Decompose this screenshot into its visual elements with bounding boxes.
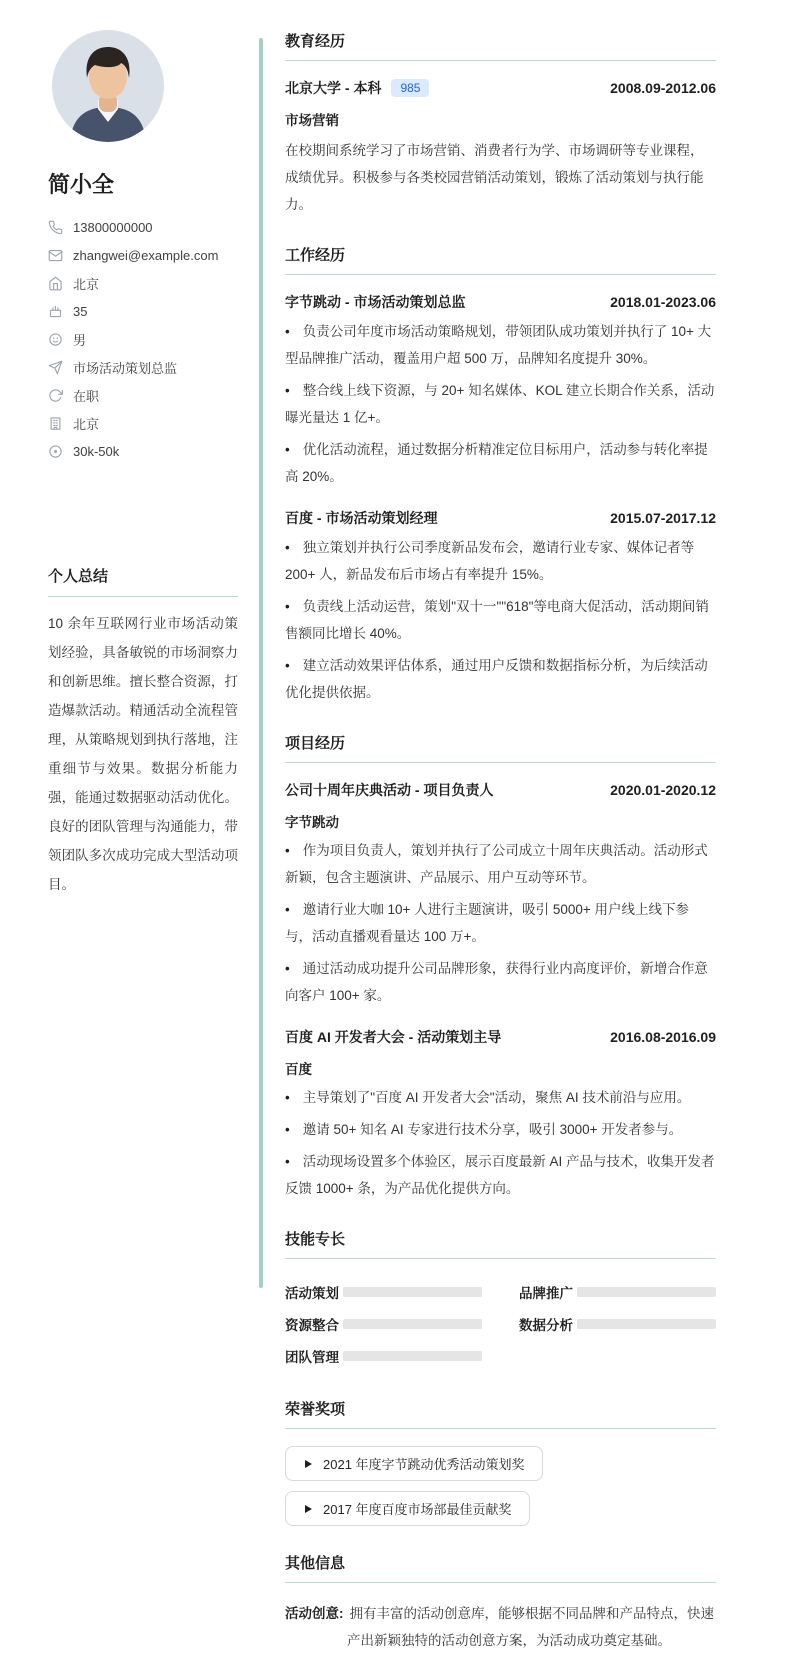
- contact-phone-text: 13800000000: [73, 219, 153, 235]
- bullet-item: • 负责线上活动运营，策划"双十一""618"等电商大促活动，活动期间销售额同比增长 40%。: [285, 593, 716, 647]
- project-entry: [285, 780, 716, 1009]
- refresh-icon: [48, 388, 63, 403]
- education-school: 北京大学 - 本科: [285, 80, 382, 96]
- education-entry: [285, 78, 716, 218]
- education-title: 教育经历: [285, 30, 716, 61]
- section-projects: [285, 732, 716, 1202]
- play-icon: [303, 1459, 313, 1469]
- contact-salary-text: 30k-50k: [73, 443, 120, 459]
- bullet-item: • 通过活动成功提升公司品牌形象，获得行业内高度评价，新增合作意向客户 100+ 家。: [285, 955, 716, 1009]
- work-entry-title: 字节跳动 - 市场活动策划总监: [285, 294, 466, 310]
- bullet-list: [285, 534, 716, 706]
- contact-position: [48, 353, 238, 381]
- bullet-item: • 邀请 50+ 知名 AI 专家进行技术分享，吸引 3000+ 开发者参与。: [285, 1116, 716, 1143]
- gender-icon: [48, 332, 63, 347]
- bullet-item: • 主导策划了"百度 AI 开发者大会"活动，聚焦 AI 技术前沿与应用。: [285, 1084, 716, 1111]
- work-entry-date: 2015.07-2017.12: [610, 510, 716, 526]
- summary-title: 个人总结: [48, 565, 238, 597]
- work-entry: [285, 292, 716, 490]
- work-entry-title: 百度 - 市场活动策划经理: [285, 510, 438, 526]
- honors-title: 荣誉奖项: [285, 1398, 716, 1429]
- skill-bar: [343, 1287, 482, 1297]
- contact-position-text: 市场活动策划总监: [73, 360, 178, 376]
- other-label: 活动创意:: [285, 1606, 344, 1621]
- honor-pill[interactable]: [285, 1491, 530, 1526]
- other-text: 拥有丰富的活动创意库，能够根据不同品牌和产品特点，快速产出新颖独特的活动创意方案，为活动成功奠定基础。: [347, 1606, 714, 1648]
- skill-grid: [285, 1276, 716, 1372]
- skill-label: 团队管理: [285, 1350, 339, 1365]
- paper-plane-icon: [48, 360, 63, 375]
- education-date: 2008.09-2012.06: [610, 80, 716, 96]
- section-other: [285, 1552, 716, 1654]
- honor-label: 2021 年度字节跳动优秀活动策划奖: [323, 1457, 525, 1472]
- contact-gender-text: 男: [73, 332, 87, 348]
- bullet-item: • 整合线上线下资源，与 20+ 知名媒体、KOL 建立长期合作关系，活动曝光量达 1 亿+。: [285, 377, 716, 431]
- main-content: [285, 0, 716, 1648]
- honor-list: [285, 1446, 716, 1526]
- bullet-item: • 邀请行业大咖 10+ 人进行主题演讲，吸引 5000+ 用户线上线下参与，活动直播观看量达 100 万+。: [285, 896, 716, 950]
- project-entry-title: 百度 AI 开发者大会 - 活动策划主导: [285, 1029, 502, 1045]
- project-entry-date: 2016.08-2016.09: [610, 1029, 716, 1045]
- contact-email: [48, 241, 238, 269]
- contact-list: [48, 213, 238, 465]
- work-entry-date: 2018.01-2023.06: [610, 294, 716, 310]
- building-icon: [48, 416, 63, 431]
- other-title: 其他信息: [285, 1552, 716, 1583]
- skill-item: [519, 1276, 716, 1308]
- contact-status-text: 在职: [73, 388, 100, 404]
- target-icon: [48, 444, 63, 459]
- bullet-item: • 作为项目负责人，策划并执行了公司成立十周年庆典活动。活动形式新颖，包含主题演讲、产品展示、用户互动等环节。: [285, 837, 716, 891]
- avatar: [52, 30, 164, 142]
- summary-section: [48, 565, 238, 899]
- home-icon: [48, 276, 63, 291]
- education-badge-985: 985: [391, 79, 429, 97]
- bullet-list: [285, 1084, 716, 1202]
- contact-gender: [48, 325, 238, 353]
- bullet-list: [285, 837, 716, 1009]
- project-entry-date: 2020.01-2020.12: [610, 782, 716, 798]
- bullet-item: • 负责公司年度市场活动策略规划，带领团队成功策划并执行了 10+ 大型品牌推广活动，覆盖用户超 500 万，品牌知名度提升 30%。: [285, 318, 716, 372]
- bullet-item: • 独立策划并执行公司季度新品发布会，邀请行业专家、媒体记者等 200+ 人，新品发布后市场占有率提升 15%。: [285, 534, 716, 588]
- contact-phone: [48, 213, 238, 241]
- education-description: 在校期间系统学习了市场营销、消费者行为学、市场调研等专业课程，成绩优异。积极参与各类校园营销活动策划，锻炼了活动策划与执行能力。: [285, 143, 704, 212]
- skill-item: [285, 1308, 482, 1340]
- skill-item: [285, 1340, 482, 1372]
- project-company: 百度: [285, 1062, 312, 1077]
- work-title: 工作经历: [285, 244, 716, 275]
- project-entry-title: 公司十周年庆典活动 - 项目负责人: [285, 782, 494, 798]
- bullet-item: • 建立活动效果评估体系，通过用户反馈和数据指标分析，为后续活动优化提供依据。: [285, 652, 716, 706]
- skill-label: 资源整合: [285, 1318, 339, 1333]
- education-major: 市场营销: [285, 113, 339, 128]
- mail-icon: [48, 248, 63, 263]
- contact-status: [48, 381, 238, 409]
- play-icon: [303, 1504, 313, 1514]
- bullet-item: • 优化活动流程，通过数据分析精准定位目标用户，活动参与转化率提高 20%。: [285, 436, 716, 490]
- contact-age-text: 35: [73, 303, 88, 319]
- projects-title: 项目经历: [285, 732, 716, 763]
- skill-bar: [577, 1287, 716, 1297]
- contact-city-text: 北京: [73, 416, 100, 432]
- skill-label: 数据分析: [519, 1318, 573, 1333]
- skills-title: 技能专长: [285, 1228, 716, 1259]
- skill-item: [285, 1276, 482, 1308]
- section-work: [285, 244, 716, 706]
- other-info: [285, 1600, 716, 1654]
- section-honors: [285, 1398, 716, 1526]
- candidate-name: 简小全: [48, 172, 115, 197]
- bullet-item: • 活动现场设置多个体验区，展示百度最新 AI 产品与技术，收集开发者反馈 1000+ 条，为产品优化提供方向。: [285, 1148, 716, 1202]
- age-icon: [48, 304, 63, 319]
- skill-item: [519, 1308, 716, 1340]
- sidebar: [48, 0, 238, 1328]
- honor-label: 2017 年度百度市场部最佳贡献奖: [323, 1502, 512, 1517]
- contact-salary: [48, 437, 238, 465]
- honor-pill[interactable]: [285, 1446, 543, 1481]
- skill-bar: [577, 1319, 716, 1329]
- contact-location: [48, 269, 238, 297]
- phone-icon: [48, 220, 63, 235]
- work-entry: [285, 508, 716, 706]
- skill-label: 品牌推广: [519, 1286, 573, 1301]
- project-entry: [285, 1027, 716, 1202]
- section-education: [285, 30, 716, 218]
- skill-bar: [343, 1351, 482, 1361]
- contact-location-text: 北京: [73, 276, 100, 292]
- skill-bar: [343, 1319, 482, 1329]
- skill-label: 活动策划: [285, 1286, 339, 1301]
- section-skills: [285, 1228, 716, 1372]
- vertical-divider: [259, 38, 263, 1288]
- project-company: 字节跳动: [285, 815, 339, 830]
- contact-city: [48, 409, 238, 437]
- summary-text: 10 余年互联网行业市场活动策划经验，具备敏锐的市场洞察力和创新思维。擅长整合资源，打造爆款活动。精通活动全流程管理，从策略规划到执行落地，注重细节与效果。数据分析能力强，能通过数据驱动活动优化。良好的团队管理与沟通能力，带领团队多次成功完成大型活动项目。: [48, 616, 238, 892]
- avatar-photo-placeholder: [52, 30, 164, 142]
- contact-age: [48, 297, 238, 325]
- bullet-list: [285, 318, 716, 490]
- contact-email-text: zhangwei@example.com: [73, 247, 219, 263]
